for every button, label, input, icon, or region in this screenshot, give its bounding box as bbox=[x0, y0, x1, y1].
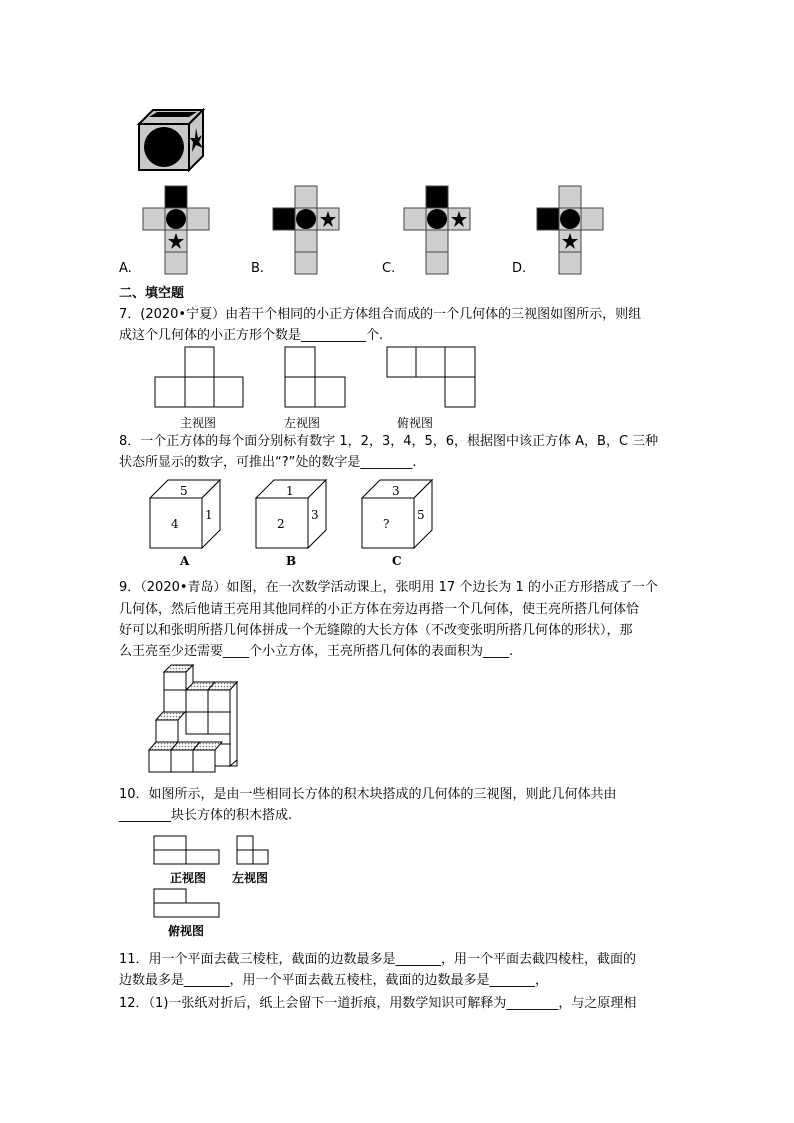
q8-cube-a-side: 1 bbox=[205, 508, 213, 522]
q9-text-line4: 么王亮至少还需要____个小立方体，王亮所搭几何体的表面积为____. bbox=[119, 644, 514, 659]
q8-cube-a-label: A bbox=[180, 554, 190, 568]
q6-net-option-a bbox=[143, 186, 209, 274]
q9-text-line1: 9．（2020•青岛）如图，在一次数学活动课上，张明用 17 个边长为 1 的小正方形搭成了一个 bbox=[119, 580, 658, 595]
q10-front-view bbox=[153, 835, 221, 865]
q10-top-view-label: 俯视图 bbox=[168, 924, 205, 938]
q7-top-view bbox=[387, 347, 475, 407]
q11-text-line1: 11．用一个平面去截三棱柱，截面的边数最多是_______，用一个平面去截四棱柱，截面的 bbox=[119, 952, 637, 967]
q10-left-view bbox=[236, 835, 270, 865]
q9-text-line3: 好可以和张明所搭几何体拼成一个无缝隙的大长方体（不改变张明所搭几何体的形状），那 bbox=[119, 623, 633, 638]
q8-cube-a-top: 5 bbox=[180, 484, 188, 498]
q7-left-view-label: 左视图 bbox=[284, 416, 321, 430]
option-a-label: A. bbox=[119, 261, 132, 276]
q10-top-view bbox=[153, 888, 221, 918]
q12-text-line1: 12．（1)一张纸对折后，纸上会留下一道折痕，用数学知识可解释为________，与之原理相 bbox=[119, 996, 637, 1011]
q7-front-view-label: 主视图 bbox=[180, 416, 217, 430]
q7-top-view-label: 俯视图 bbox=[397, 416, 434, 430]
option-b-label: B. bbox=[251, 261, 265, 276]
q9-text-line2: 几何体，然后他请王亮用其他同样的小正方体在旁边再搭一个几何体，使王亮所搭几何体恰 bbox=[119, 602, 640, 617]
option-c-label: C. bbox=[382, 261, 396, 276]
q8-text-line1: 8．一个正方体的每个面分别标有数字 1，2，3，4，5，6，根据图中该正方体 A，B，C 三种 bbox=[119, 434, 659, 449]
q10-text-line2: ________块长方体的积木搭成. bbox=[119, 808, 293, 823]
q8-cube-c-side: 5 bbox=[417, 508, 425, 522]
q7-text-line1: 7．(2020•宁夏）由若干个相同的小正方体组合而成的一个几何体的三视图如图所示，则组 bbox=[119, 307, 642, 322]
option-d-label: D. bbox=[512, 261, 527, 276]
q8-cube-b-label: B bbox=[286, 554, 297, 568]
q8-cube-b-side: 3 bbox=[311, 508, 319, 522]
q6-cube-figure bbox=[137, 108, 207, 172]
q8-cube-c-front: ? bbox=[383, 517, 390, 531]
q8-cube-b-top: 1 bbox=[286, 484, 294, 498]
q10-left-view-label: 左视图 bbox=[232, 871, 269, 885]
q8-cube-b-front: 2 bbox=[277, 517, 285, 531]
q10-text-line1: 10．如图所示，是由一些相同长方体的积木块搭成的几何体的三视图，则此几何体共由 bbox=[119, 787, 617, 802]
q8-cube-c-top: 3 bbox=[392, 484, 400, 498]
q11-text-line2: 边数最多是_______，用一个平面去截五棱柱，截面的边数最多是_______， bbox=[119, 973, 549, 988]
q6-net-option-b bbox=[273, 186, 339, 274]
section-title: 二、填空题 bbox=[119, 286, 185, 301]
q7-front-view bbox=[155, 347, 243, 407]
q6-net-option-c bbox=[404, 186, 470, 274]
q7-text-line2: 成这个几何体的小正方形个数是__________个. bbox=[119, 328, 384, 343]
q8-text-line2: 状态所显示的数字，可推出“?”处的数字是________. bbox=[119, 455, 417, 470]
q8-cube-a-front: 4 bbox=[171, 517, 179, 531]
q10-front-view-label: 正视图 bbox=[170, 871, 207, 885]
q7-left-view bbox=[285, 347, 345, 407]
q8-cube-c-label: C bbox=[392, 554, 402, 568]
q9-block-structure bbox=[148, 664, 248, 776]
q6-net-option-d bbox=[537, 186, 603, 274]
